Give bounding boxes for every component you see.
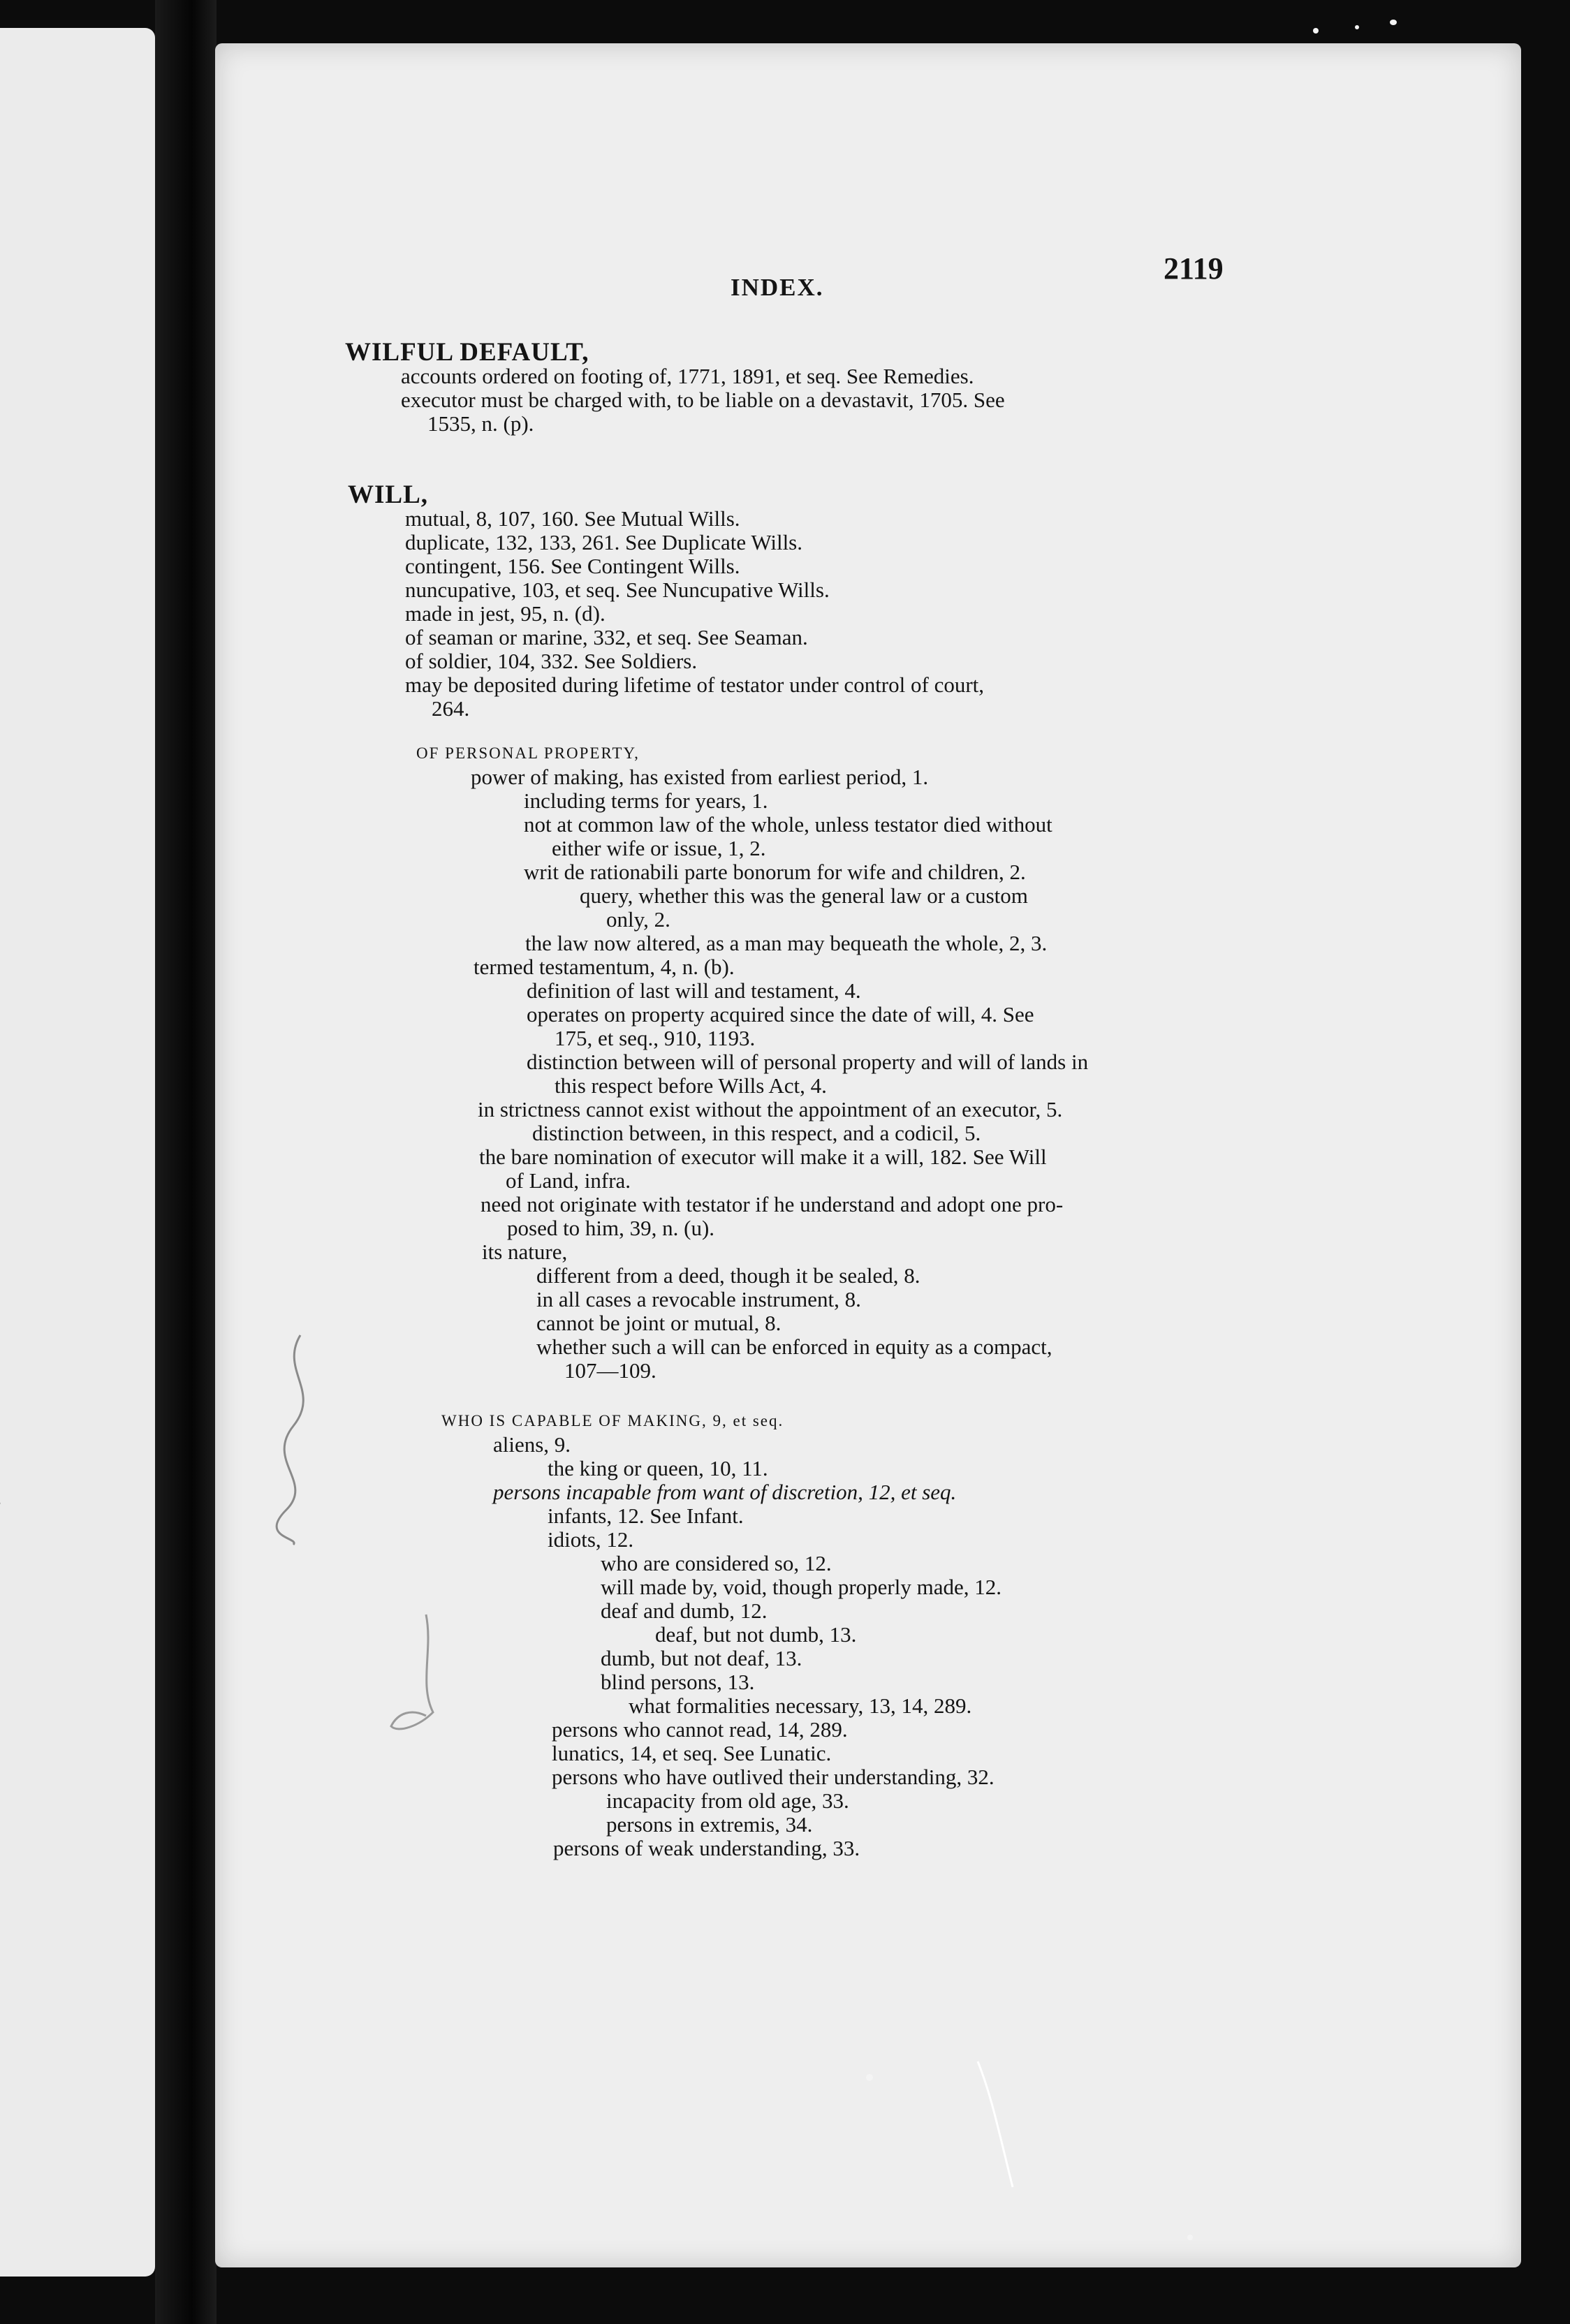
index-page [215, 43, 1521, 2267]
entry-line: operates on property acquired since the date of will, 4. See [527, 1002, 1034, 1027]
entry-line: accounts ordered on footing of, 1771, 1891, et seq. See Remedies. [401, 364, 974, 388]
entry-line: writ de rationabili parte bonorum for wife and children, 2. [524, 860, 1026, 884]
entry-line: posed to him, 39, n. (u). [507, 1216, 715, 1240]
left-margin-fragment [0, 1489, 1, 1514]
entry-heading: WILL, [348, 480, 429, 509]
entry-line: contingent, 156. See Contingent Wills. [405, 554, 740, 578]
entry-line: in all cases a revocable instrument, 8. [536, 1287, 861, 1311]
entry-line: who are considered so, 12. [601, 1551, 832, 1575]
entry-line: mutual, 8, 107, 160. See Mutual Wills. [405, 506, 740, 531]
pencil-mark-icon [272, 1328, 328, 1552]
entry-line: incapacity from old age, 33. [606, 1788, 849, 1813]
entry-line: persons of weak understanding, 33. [553, 1836, 860, 1860]
entry-line: persons who cannot read, 14, 289. [552, 1717, 848, 1742]
entry-line: persons incapable from want of discretion, 12, et seq. [493, 1480, 957, 1504]
entry-line: lunatics, 14, et seq. See Lunatic. [552, 1741, 832, 1765]
dust-speck [866, 2074, 873, 2081]
entry-line: either wife or issue, 1, 2. [552, 836, 766, 860]
subheading: OF PERSONAL PROPERTY, [416, 744, 640, 762]
entry-line: persons who have outlived their understanding, 32. [552, 1765, 995, 1789]
entry-line: need not originate with testator if he understand and adopt one pro- [480, 1192, 1064, 1216]
entry-line: persons in extremis, 34. [606, 1812, 813, 1837]
entry-line: nuncupative, 103, et seq. See Nuncupative Wills. [405, 578, 830, 602]
entry-line: dumb, but not deaf, 13. [601, 1646, 802, 1670]
entry-line: will made by, void, though properly made, 12. [601, 1575, 1002, 1599]
entry-line: aliens, 9. [493, 1432, 571, 1457]
entry-line: of seaman or marine, 332, et seq. See Seaman. [405, 625, 808, 649]
entry-line: termed testamentum, 4, n. (b). [474, 955, 735, 979]
entry-line: of soldier, 104, 332. See Soldiers. [405, 649, 698, 673]
entry-line: distinction between will of personal property and will of lands in [527, 1050, 1089, 1074]
entry-line: power of making, has existed from earliest period, 1. [471, 765, 929, 789]
entry-line: whether such a will can be enforced in equity as a compact, [536, 1334, 1052, 1359]
entry-line: duplicate, 132, 133, 261. See Duplicate Wills. [405, 530, 802, 554]
entry-line: only, 2. [606, 907, 670, 932]
entry-line: the king or queen, 10, 11. [548, 1456, 768, 1480]
entry-line: definition of last will and testament, 4. [527, 978, 861, 1003]
entry-line: 1535, n. (p). [427, 411, 534, 436]
dust-speck [1187, 2235, 1193, 2240]
entry-line: distinction between, in this respect, and a codicil, 5. [532, 1121, 981, 1145]
entry-line: query, whether this was the general law or a custom [580, 883, 1028, 908]
entry-line: cannot be joint or mutual, 8. [536, 1311, 782, 1335]
dust-speck [1355, 25, 1359, 29]
entry-line: infants, 12. See Infant. [548, 1503, 744, 1528]
subheading: WHO IS CAPABLE OF MAKING, 9, et seq. [441, 1412, 784, 1429]
entry-line: in strictness cannot exist without the appointment of an executor, 5. [478, 1097, 1063, 1121]
entry-line: idiots, 12. [548, 1527, 634, 1552]
entry-line: the law now altered, as a man may bequeath the whole, 2, 3. [525, 931, 1048, 955]
entry-line: not at common law of the whole, unless testator died without [524, 812, 1052, 837]
entry-line: what formalities necessary, 13, 14, 289. [629, 1693, 972, 1718]
entry-line: of Land, infra. [506, 1168, 631, 1193]
entry-line: this respect before Wills Act, 4. [555, 1073, 827, 1098]
entry-line: the bare nomination of executor will make it a will, 182. See Will [479, 1145, 1047, 1169]
entry-line: its nature, [482, 1240, 568, 1264]
pencil-mark-icon [377, 1608, 461, 1747]
entry-line: executor must be charged with, to be liable on a devastavit, 1705. See [401, 388, 1005, 412]
running-header: INDEX. [731, 274, 824, 301]
entry-line: deaf, but not dumb, 13. [655, 1622, 857, 1647]
dust-speck [1390, 20, 1397, 25]
entry-line: deaf and dumb, 12. [601, 1598, 768, 1623]
entry-line: 175, et seq., 910, 1193. [555, 1026, 756, 1050]
entry-line: made in jest, 95, n. (d). [405, 601, 606, 626]
entry-line: 264. [432, 696, 470, 721]
page-number: 2119 [1164, 251, 1224, 286]
entry-line: 107—109. [564, 1358, 656, 1383]
dust-speck [1313, 28, 1319, 34]
left-page-edge [0, 28, 155, 2277]
entry-line: blind persons, 13. [601, 1670, 755, 1694]
entry-line: different from a deed, though it be sealed, 8. [536, 1263, 920, 1288]
book-gutter [155, 0, 217, 2324]
scratch-mark-icon [971, 2054, 1027, 2194]
entry-heading: WILFUL DEFAULT, [345, 338, 589, 367]
entry-line: may be deposited during lifetime of testator under control of court, [405, 672, 985, 697]
entry-line: including terms for years, 1. [524, 788, 768, 813]
